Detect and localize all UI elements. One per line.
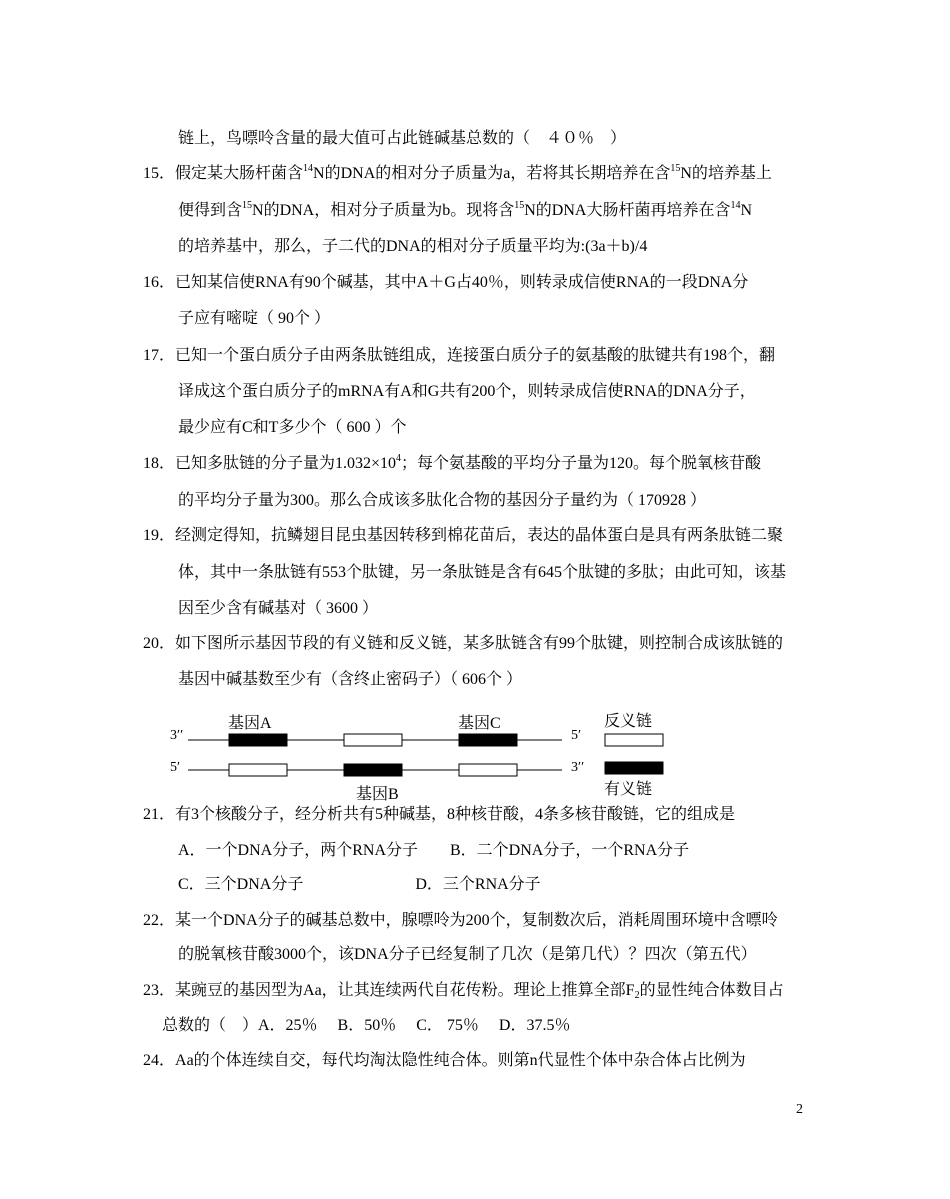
question-21-options-ab: A．一个DNA分子，两个RNA分子 B．二个DNA分子，一个RNA分子 (178, 842, 690, 859)
question-20-line-1: 20．如下图所示基因节段的有义链和反义链，某多肽链含有99个肽键，则控制合成该肽链的 (143, 635, 784, 652)
question-15-line-2: 便得到含$^{15}$N的DNA，相对分子质量为b。现将含$^{15}$N的DNA大肠杆菌再培养在含$^{14}$N (178, 200, 753, 219)
question-23-line-2: 总数的（ ）A．25％ B．50％ C． 75％ D．37.5％ (162, 1017, 571, 1034)
question-15-line-3: 的培养基中，那么，子二代的DNA的相对分子质量平均为:(3a＋b)/4 (178, 238, 648, 255)
question-22-line-1: 22．某一个DNA分子的碱基总数中，腺嘌呤为200个，复制数次后，消耗周围环境中含嘌呤 (143, 912, 778, 929)
top-gene-b-box (344, 734, 402, 746)
question-19-line-1: 19．经测定得知，抗鳞翅目昆虫基因转移到棉花苗后，表达的晶体蛋白是具有两条肽链二聚 (143, 527, 784, 544)
sense-label: 有义链 (604, 781, 653, 798)
question-17-line-3: 最少应有C和T多少个（ 600 ）个 (178, 419, 407, 436)
legend-sense-box (605, 762, 663, 774)
question-16-line-2: 子应有嘧啶（ 90个 ） (178, 310, 331, 327)
bottom-gene-a-box (229, 764, 287, 776)
text-line: 链上，鸟嘌呤含量的最大值可占此链碱基总数的（ ４０％ ） (178, 130, 627, 147)
bottom-left-end-label: 5′ (170, 760, 181, 775)
top-gene-c-box (459, 734, 517, 746)
bottom-gene-b-box (344, 764, 402, 776)
question-17-line-2: 译成这个蛋白质分子的mRNA有A和G共有200个，则转录成信使RNA的DNA分子， (178, 383, 756, 400)
question-21-options-cd: C．三个DNA分子 D．三个RNA分子 (178, 876, 541, 893)
question-18-line-1: 18．已知多肽链的分子量为$1.032\times 10^4$；每个氨基酸的平均分子量为120。每个脱氧核苷酸 (143, 453, 762, 472)
gene-c-label: 基因C (458, 715, 501, 732)
question-24-line-1: 24．Aa的个体连续自交，每代均淘汰隐性纯合体。则第n代显性个体中杂合体占比例为 (143, 1052, 746, 1069)
gene-segment-diagram (170, 706, 690, 802)
bottom-gene-c-box (459, 764, 517, 776)
question-23-line-1: 23．某豌豆的基因型为Aa，让其连续两代自花传粉。理论上推算全部$F_2$的显性纯合体数目占 (143, 982, 784, 1001)
question-22-line-2: 的脱氧核苷酸3000个，该DNA分子已经复制了几次（是第几代）？四次（第五代） (178, 946, 757, 963)
antisense-label: 反义链 (604, 713, 653, 730)
gene-a-label: 基因A (228, 715, 272, 732)
question-17-line-1: 17．已知一个蛋白质分子由两条肽链组成，连接蛋白质分子的氨基酸的肽键共有198个，翻 (143, 347, 776, 364)
legend-antisense-box (605, 734, 663, 746)
question-19-line-3: 因至少含有碱基对（ 3600 ） (178, 600, 379, 617)
question-15-line-1: 15．假定某大肠杆菌含$^{14}$N的DNA的相对分子质量为a，若将其长期培养在含$^{15}$N的培养基上 (143, 163, 772, 182)
question-16-line-1: 16．已知某信使RNA有90个碱基，其中A＋G占40％，则转录成信使RNA的一段DNA分 (143, 274, 749, 291)
question-18-line-2: 的平均分子量为300。那么合成该多肽化合物的基因分子量约为（ 170928 ） (178, 492, 707, 509)
top-left-end-label: 3′′ (170, 728, 184, 743)
question-20-line-2: 基因中碱基数至少有（含终止密码子）（ 606个 ） (178, 671, 523, 688)
question-19-line-2: 体，其中一条肽链有553个肽键，另一条肽链是含有645个肽键的多肽；由此可知，该基 (178, 564, 787, 581)
gene-b-label: 基因B (356, 786, 399, 803)
page-number: 2 (796, 1102, 803, 1117)
bottom-right-end-label: 3′′ (571, 760, 585, 775)
top-gene-a-box (229, 734, 287, 746)
top-right-end-label: 5′ (571, 728, 582, 743)
question-21-line-1: 21．有3个核酸分子，经分析共有5种碱基，8种核苷酸，4条多核苷酸链，它的组成是 (143, 806, 736, 823)
